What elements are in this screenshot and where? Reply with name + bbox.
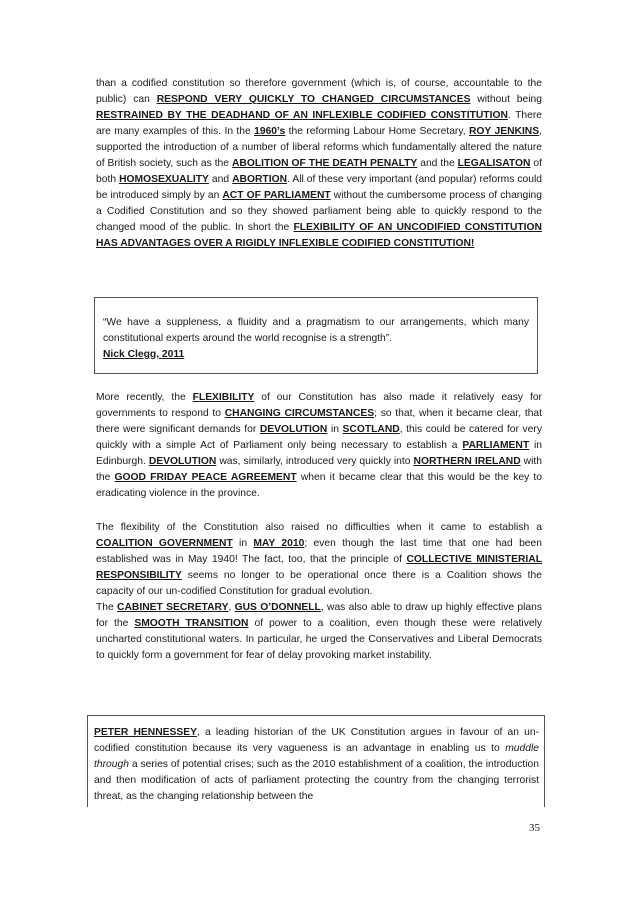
text-run: in: [232, 538, 254, 549]
text-run: a series of potential crises; such as the 2010 establishment of a coalition, the introduction and then modification of acts of parliament protecting the country from the changing terrorist threat, as the changing relationship between the: [94, 759, 539, 802]
text-run: in Edinburgh.: [96, 440, 542, 467]
text-run: of both: [96, 158, 543, 185]
emphasis-smooth-transition: SMOOTH TRANSITION: [134, 618, 249, 629]
emphasis-parliament: PARLIAMENT: [462, 440, 530, 451]
emphasis-gus-odonnell: GUS O’DONNELL: [234, 602, 321, 613]
text-run: . All of these very important (and popular) reforms could be introduced simply by an: [96, 174, 542, 201]
emphasis-may-2010: MAY 2010: [253, 538, 305, 549]
emphasis-act-of-parliament: ACT OF PARLIAMENT: [222, 190, 331, 201]
emphasis-devolution: DEVOLUTION: [148, 456, 217, 467]
emphasis-death-penalty: ABOLITION OF THE DEATH PENALTY: [231, 158, 418, 169]
text-run: when it became clear that this would be the key to eradicating violence in the province.: [96, 472, 542, 499]
emphasis-scotland: SCOTLAND: [342, 424, 400, 435]
emphasis-respond-quickly: RESPOND VERY QUICKLY TO CHANGED CIRCUMSTANCES: [156, 94, 471, 105]
hennessey-box: [87, 715, 545, 807]
emphasis-devolution: DEVOLUTION: [259, 424, 328, 435]
text-run: seems no longer to be operational once there is a Coalition shows the capacity of our un-codified Constitution for gradual evolution.: [96, 570, 542, 597]
text-run: the reforming Labour Home Secretary,: [285, 126, 469, 137]
emphasis-roy-jenkins: ROY JENKINS: [468, 126, 540, 137]
emphasis-homosexuality: HOMOSEXUALITY: [119, 174, 209, 185]
text-run: , a leading historian of the UK Constitution argues in favour of an un-codified constitution because its very vagueness is an advantage in enabling us to: [94, 727, 539, 754]
text-run: ,: [228, 602, 235, 613]
text-run: of our Constitution has also made it relatively easy for governments to respond to: [96, 392, 542, 419]
text-run: and: [208, 174, 233, 185]
emphasis-legalisation: LEGALISATON: [457, 158, 531, 169]
paragraph-coalition: [96, 520, 542, 600]
text-run: ; even though the last time that one had been established was in May 1940! The fact, too, that the principle of: [96, 538, 542, 565]
emphasis-good-friday-agreement: GOOD FRIDAY PEACE AGREEMENT: [114, 472, 297, 483]
text-run: The flexibility of the Constitution also raised no difficulties when it came to establish a: [96, 522, 542, 533]
text-run: . There are many examples of this. In the: [96, 110, 543, 137]
text-run: More recently, the: [96, 392, 193, 403]
italic-muddle-through: muddle through: [94, 743, 539, 770]
paragraph-devolution: [96, 390, 542, 502]
paragraph-cabinet-secretary: [96, 600, 542, 664]
emphasis-abortion: ABORTION: [232, 174, 288, 185]
quote-box: [94, 297, 538, 374]
quote-attribution: Nick Clegg, 2011: [103, 349, 185, 360]
page-number: 35: [529, 822, 540, 834]
text-run: was, similarly, introduced very quickly into: [216, 456, 414, 467]
emphasis-collective-responsibility: COLLECTIVE MINISTERIAL RESPONSIBILITY: [96, 554, 542, 581]
emphasis-1960s: 1960’s: [254, 126, 286, 137]
emphasis-restrained: RESTRAINED BY THE DEADHAND OF AN INFLEXIBLE CODIFIED CONSTITUTION: [96, 110, 508, 121]
text-run: in: [327, 424, 343, 435]
emphasis-peter-hennessey: PETER HENNESSEY: [94, 727, 197, 738]
emphasis-flexibility: FLEXIBILITY: [192, 392, 255, 403]
quote-text: “We have a suppleness, a fluidity and a pragmatism to our arrangements, which many constitutional experts around the world recognise is a strength”.: [103, 317, 529, 344]
text-run: with the: [96, 456, 542, 483]
text-run: , this could be catered for very quickly with a simple Act of Parliament only being necessary to establish a: [96, 424, 542, 451]
text-run: without the cumbersome process of changing a Codified Constitution and so they showed parliament being able to quickly respond to the changed mood of the public. In short the: [96, 190, 542, 233]
emphasis-flexibility-conclusion: FLEXIBILITY OF AN UNCODIFIED CONSTITUTION HAS ADVANTAGES OVER A RIGIDLY INFLEXIBLE CODIFIED CONSTITUTION!: [96, 222, 542, 249]
text-run: The: [96, 602, 118, 613]
text-run: and the: [417, 158, 458, 169]
emphasis-cabinet-secretary: CABINET SECRETARY: [117, 602, 229, 613]
text-run: , supported the introduction of a number of liberal reforms which fundamentally altered the nature of British society, such as the: [96, 126, 542, 169]
emphasis-coalition-government: COALITION GOVERNMENT: [96, 538, 233, 549]
text-run: of power to a coalition, even though these were relatively uncharted constitutional waters. In particular, he urged the Conservatives and Liberal Democrats to quickly form a government for fear of delay provoking market instability.: [96, 618, 543, 661]
emphasis-northern-ireland: NORTHERN IRELAND: [413, 456, 521, 467]
text-run: without being: [470, 94, 542, 105]
text-run: , was also able to draw up highly effective plans for the: [96, 602, 543, 629]
paragraph-flexibility-intro: [96, 76, 542, 252]
text-run: ; so that, when it became clear, that there were significant demands for: [96, 408, 543, 435]
emphasis-changing-circumstances: CHANGING CIRCUMSTANCES: [224, 408, 375, 419]
text-run: than a codified constitution so therefore government (which is, of course, accountable to the public) can: [96, 78, 542, 105]
